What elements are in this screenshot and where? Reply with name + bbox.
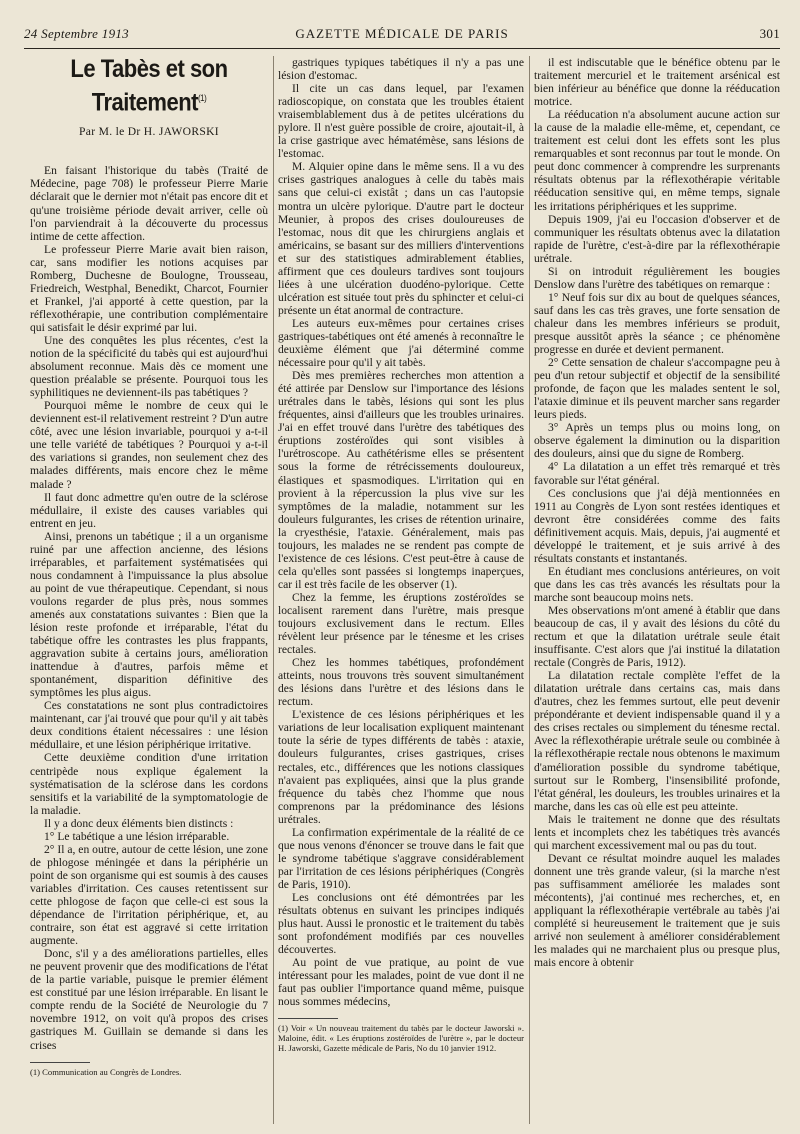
- footnote: (1) Voir « Un nouveau traitement du tabès par le docteur Jaworski ». Maloine, édit. « Les éruptions zostéroïdes de l'urètre », par le docteur H. Jaworski, Gazette médicale de Paris, No du 10 janvier 1912.: [278, 1023, 524, 1054]
- paragraph: 1° Le tabétique a une lésion irréparable.: [44, 829, 230, 843]
- header-rule: [24, 48, 780, 49]
- paragraph: Ainsi, prenons un tabétique ; il a un organisme ruiné par une affection ancienne, des lésions irréparables, et parfaitement systématisées qui nous condamnent à l'impuissance la plus absolue au point de vue thérapeutique. Cependant, si nous voulons regarder de plus près, nous sommes amenés aux constatations suivantes : Bien que la lésion reste profonde et irréparable, l'état du tabétique offre les contrastes les plus frappants, aggravation subite à certains jours, amélioration inattendue à d'autres, parfois même et spontanément, disparition définitive des symptômes les plus aigus.: [30, 529, 268, 700]
- paragraph: Les auteurs eux-mêmes pour certaines crises gastriques-tabétiques ont été amenés à reconnaître le deuxième élément que j'ai déterminé comme nécessaire pour qu'il y ait tabès.: [278, 316, 524, 370]
- paragraph: gastriques typiques tabétiques il n'y a pas une lésion d'estomac.: [278, 56, 524, 83]
- paragraph: La dilatation rectale complète l'effet de la dilatation urétrale dans certains cas, mais dans d'autres, chez les femmes surtout, elle peut devenir prépondérante et devient indispensable quand il y a des crises rectales ou simplement du ténesme rectal. Avec la réflexothérapie urétrale seule ou combinée à la réflexothérapie rectale nous obtenons le maximum d'amélioration possible du syndrome tabétique, surtout sur le Romberg, l'insensibilité profonde, l'état général, les douleurs, les troubles urinaires et la marche, dans les cas où elle est peu atteinte.: [534, 669, 780, 813]
- column-3-body: [534, 56, 780, 969]
- paragraph: La confirmation expérimentale de la réalité de ce que nous venons d'énoncer se trouve dans le fait que le syndrome tabétique s'aggrave considérablement par l'irritation de ces lésions périphériques (Congrès de Paris, 1910).: [278, 825, 524, 891]
- paragraph: Chez la femme, les éruptions zostéroïdes se localisent rarement dans l'urètre, mais presque toujours exclusivement dans le rectum. Elles révèlent leur présence par le ténesme et les crises rectales.: [278, 590, 524, 657]
- paragraph: Il cite un cas dans lequel, par l'examen radioscopique, on constata que les troubles étaient vraisemblablement dus à de petites ulcérations du pylore. Il n'est guère possible de croire, ajoutait-il, à la crise gastrique avec hématémèse, sans lésions de l'estomac.: [278, 82, 524, 161]
- paragraph: Donc, s'il y a des améliorations partielles, elles ne peuvent provenir que des modifications de l'état de la partie variable, puisque le premier élément est constitué par une lésion irréparable. En lisant le compte rendu de la Société de Neurologie du 7 novembre 1912, on voit qu'à propos des crises gastriques M. Guillain se demande si dans les crises: [30, 947, 268, 1052]
- paragraph: Les conclusions ont été démontrées par les résultats obtenus en suivant les principes indiqués plus haut. Aussi le pronostic et le traitement du tabès sont profondément modifiés par ces nouvelles découvertes.: [278, 891, 524, 957]
- title-footnote-marker: (1): [197, 92, 207, 104]
- article-author: Par M. le Dr H. JAWORSKI: [79, 125, 219, 139]
- paragraph: 2° Cette sensation de chaleur s'accompagne peu à peu d'un retour subjectif et objectif de la sensibilité profonde, de façon que les malades sentent le sol, l'ataxie diminue et ils peuvent marcher sans regarder leurs pieds.: [534, 356, 780, 422]
- paragraph: Il y a donc deux éléments bien distincts :: [44, 816, 234, 830]
- paragraph: Il faut donc admettre qu'en outre de la sclérose médullaire, il existe des causes variables qui entrent en jeu.: [30, 490, 268, 530]
- paragraph: Ces constatations ne sont plus contradictoires maintenant, car j'ai trouvé que pour qu'il y ait tabès deux conditions étaient nécessaires : une lésion médullaire, et une lésion périphérique irritative.: [30, 699, 268, 752]
- paragraph: Ces conclusions que j'ai déjà mentionnées en 1911 au Congrès de Lyon sont restées identiques et devront être considérées comme des faits définitivement acquis. Mais, depuis, j'ai augmenté et développé le traitement, et je suis arrivé à des résultats constants et instantanés.: [534, 486, 780, 565]
- paragraph: En étudiant mes conclusions antérieures, on voit que dans les cas très avancés les résultats pour la marche sont beaucoup moins nets.: [534, 564, 780, 604]
- paragraph: Une des conquêtes les plus récentes, c'est la notion de la spécificité du tabès qui est aujourd'hui absolument reconnue. Mais dès ce moment une question préalable se présente. Pourquoi tous les syphilitiques ne deviennent-ils pas tabétiques ?: [30, 333, 268, 400]
- column-1: [30, 56, 268, 1124]
- page-number: 301: [759, 26, 780, 41]
- paragraph: L'existence de ces lésions périphériques et les variations de leur localisation expliquent maintenant toute la série de types différents de tabès : ataxie, douleurs fulgurantes, crises gastriques, crises rectales, etc., différences que les notions classiques n'avaient pas expliquées, ainsi que la plus grande fréquence du tabès chez l'homme que nous comprenons par la prédominance des lésions urétrales.: [278, 708, 524, 826]
- footnote: (1) Communication au Congrès de Londres.: [30, 1066, 182, 1077]
- journal-title: GAZETTE MÉDICALE DE PARIS: [295, 26, 509, 41]
- paragraph: Devant ce résultat moindre auquel les malades donnent une très grande valeur, (si la marche n'est pas suffisamment améliorée les malades sont mécontents), j'ai continué mes recherches, et, en appliquant la réflexothérapie vertébrale au tabès j'ai complété si heureusement le traitement que je suis arrivé non seulement à améliorer considérablement les malades qui ne marchaient plus ou presque plus, mais encore à obtenir: [534, 851, 780, 970]
- paragraph: Pourquoi même le nombre de ceux qui le deviennent est-il relativement restreint ? D'un autre côté, avec une lésion invariable, pourquoi y a-t-il une telle variété de tabétiques ? Pourquoi y a-t-il des variations si grandes, non seulement chez des malades différents, mais encore chez le même malade ?: [30, 399, 268, 491]
- article-title-text: Le Tabès et son Traitement: [70, 56, 228, 117]
- column-2-body: [278, 56, 524, 1008]
- paragraph: M. Alquier opine dans le même sens. Il a vu des crises gastriques analogues à celle du tabès mais sans que celui-ci existât ; dans un cas l'autopsie montra un ulcère pylorique. D'autre part le docteur Meunier, à propos des crises douloureuses de l'estomac, nous dit que les chirurgiens anglais et américains, se basant sur des milliers d'interventions et sur des statistiques admirablement établies, affirment que ces douleurs tardives sont toujours liées à une ulcération duodéno-pylorique. Cette ulcération est située tout près du sphincter et celui-ci présente un état anormal de contracture.: [278, 160, 524, 317]
- issue-date: 24 Septembre 1913: [24, 26, 129, 41]
- paragraph: 3° Après un temps plus ou moins long, on observe également la diminution ou la disparition des douleurs, ainsi que du signe de Romberg.: [534, 421, 780, 461]
- footnote-rule: [30, 1062, 90, 1063]
- footnote-rule: [278, 1018, 338, 1019]
- paragraph: 4° La dilatation a un effet très remarqué et très favorable sur l'état général.: [534, 460, 780, 487]
- paragraph: Cette deuxième condition d'une irritation centripède nous explique également la systématisation de la sclérose dans les cordons sensitifs et la variabilité de la symptomatologie de la maladie.: [30, 751, 268, 817]
- paragraph: Au point de vue pratique, au point de vue intéressant pour les malades, point de vue dont il ne faut pas oublier l'importance quand même, puisque nous sommes médecins,: [278, 956, 524, 1009]
- page-header: [24, 26, 780, 48]
- paragraph: La rééducation n'a absolument aucune action sur la cause de la maladie elle-même, et, cependant, ce traitement est celui dont les effets sont les plus remarquables et sont reconnus par tout le monde. On peut donc commencer à comprendre les surprenants résultats obtenus par la réflexothérapie véritable rééducation sensitive qui, en même temps, signale les irritations périphériques et les supprime.: [534, 108, 780, 213]
- paragraph: Depuis 1909, j'ai eu l'occasion d'observer et de communiquer les résultats obtenus avec la dilatation rapide de l'urètre, c'est-à-dire par la réflexothérapie urétrale.: [534, 212, 780, 265]
- column-3: [534, 56, 780, 1124]
- paragraph: 2° Il a, en outre, autour de cette lésion, une zone de phlogose méningée et dans la périphérie un point de son organisme qui est soumis à des causes variables d'irritation. Ces causes retentissent sur cette phlogose de façon que celle-ci est sous la dépendance de l'irritation périphérique, et, au contraire, son état est aggravé si cette irritation augmente.: [30, 842, 268, 948]
- article-title: [30, 56, 268, 117]
- paragraph: Dès mes premières recherches mon attention a été attirée par Denslow sur l'importance des lésions urétrales dans le tabès, lésions qui sont les plus fréquentes, ainsi d'ailleurs que les troubles urinaires. J'ai en effet trouvé dans l'urètre des tabétiques des éruptions zostéroïdes qui sont visibles à l'urétroscope. Au cathétérisme elles se présentent sous la forme de rétrécissements douloureux, élastiques et spasmodiques. L'irritation qui en provient à la répercussion la plus vive sur les symptômes de la maladie, notamment sur les douleurs fulgurantes, les crises de rétention urinaire, la cryesthésie, l'ataxie. Généralement, mais pas toujours, les malades ne se rendent pas compte de l'existence de ces lésions. C'est peut-être à cause de cela qu'elles sont passées si longtemps inaperçues, car il est très facile de les observer (1).: [278, 369, 524, 591]
- column-divider: [529, 56, 530, 1124]
- paragraph: il est indiscutable que le bénéfice obtenu par le traitement mercuriel et le traitement arsénical est bien inférieur au bénéfice que donne la rééducation motrice.: [534, 56, 780, 109]
- paragraph: En faisant l'historique du tabès (Traité de Médecine, page 708) le professeur Pierre Marie déclarait que le dernier mot n'était pas encore dit et qu'une troisième période devait arriver, celle où l'on parviendrait à la découverte du processus intime de cette affection.: [30, 164, 268, 243]
- paragraph: 1° Neuf fois sur dix au bout de quelques séances, sauf dans les cas très graves, une forte sensation de chaleur dans les membres inférieurs se produit, presque aussitôt après la séance ; ce phénomène progresse en durée et devient permanent.: [534, 290, 780, 357]
- paragraph: Le professeur Pierre Marie avait bien raison, car, sans modifier les notions acquises par Romberg, Duchesne de Boulogne, Trousseau, Friedreich, Westphal, Benedikt, Charcot, Fournier et Frankel, j'ai apporté à cette question, par la réflexothérapie, une contribution complémentaire qui satisfait le désir exprimé par lui.: [30, 242, 268, 334]
- paragraph: Si on introduit régulièrement les bougies Denslow dans l'urètre des tabétiques on remarque :: [534, 264, 780, 291]
- column-2: [278, 56, 524, 1124]
- column-divider: [273, 56, 274, 1124]
- paragraph: Chez les hommes tabétiques, profondément atteints, nous trouvons très souvent simultanément des lésions dans l'urètre et des lésions dans le rectum.: [278, 656, 524, 709]
- column-1-body: [30, 164, 268, 1051]
- paragraph: Mais le traitement ne donne que des résultats lents et incomplets chez les tabétiques très avancés qui marchent excessivement mal ou pas du tout.: [534, 812, 780, 852]
- paragraph: Mes observations m'ont amené à établir que dans beaucoup de cas, il y avait des lésions du côté du rectum et que la dilatation urétrale seule était insuffisante. C'est alors que j'ai institué la dilatation rectale (Congrès de Paris, 1912).: [534, 603, 780, 670]
